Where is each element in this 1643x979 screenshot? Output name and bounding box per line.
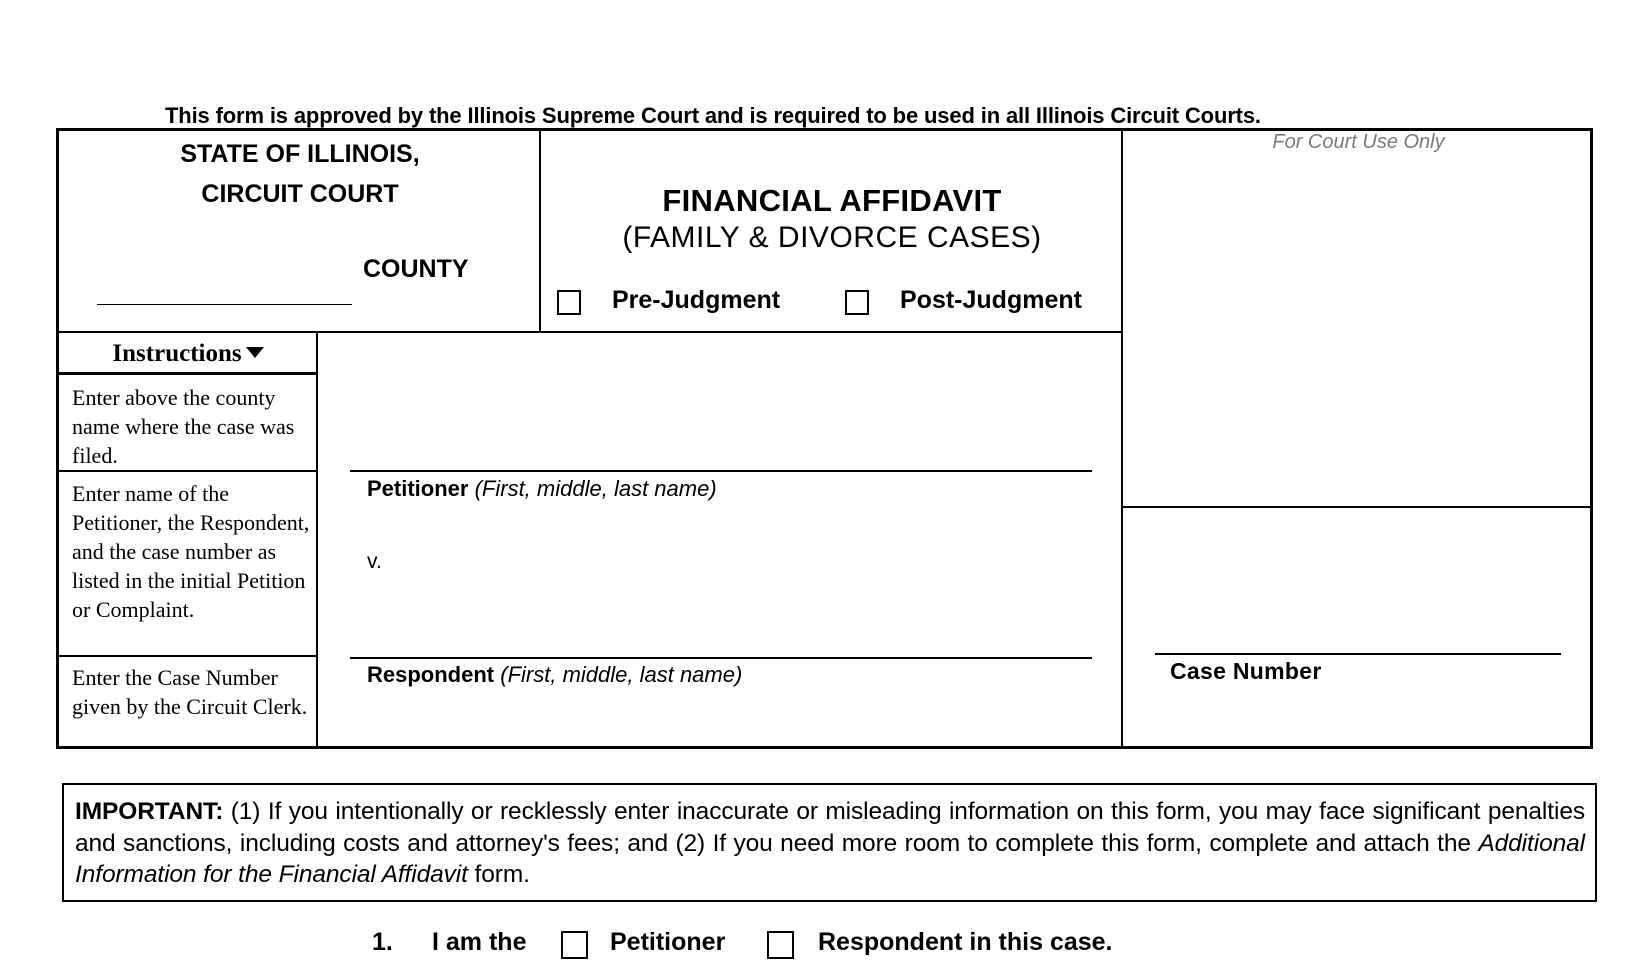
important-notice (62, 783, 1597, 902)
question-1-number: 1. (372, 928, 393, 956)
versus-label: v. (367, 550, 382, 573)
pre-judgment-label: Pre-Judgment (612, 286, 781, 314)
court-use-only-label: For Court Use Only (1272, 131, 1445, 153)
state-label: STATE OF ILLINOIS, (180, 140, 420, 168)
case-number-underline (1155, 653, 1561, 655)
important-text-end: form. (467, 861, 530, 888)
petitioner-role-checkbox[interactable] (561, 931, 588, 959)
petitioner-hint: (First, middle, last name) (474, 476, 717, 501)
instructions-header-underline (58, 372, 317, 375)
post-judgment-checkbox[interactable] (845, 290, 869, 315)
important-lead: IMPORTANT: (75, 798, 224, 825)
instructions-header (59, 340, 317, 368)
additional-info-form-name: Additional Information for the Financial Affidavit (75, 829, 1585, 888)
petitioner-label-text: Petitioner (367, 476, 469, 501)
petitioner-role-label: Petitioner (610, 928, 726, 956)
county-name-input[interactable] (97, 280, 352, 305)
instruction-case-number: Enter the Case Number given by the Circuit Clerk. (72, 665, 308, 719)
respondent-label (367, 662, 742, 688)
case-number-input[interactable] (1155, 616, 1565, 652)
divider-instructions (316, 332, 318, 749)
form-title: FINANCIAL AFFIDAVIT (662, 183, 1002, 218)
case-number-label: Case Number (1170, 658, 1322, 684)
instructions-divider-2 (58, 655, 317, 657)
post-judgment-label: Post-Judgment (900, 286, 1082, 314)
triangle-down-icon (246, 347, 264, 358)
court-use-divider (1122, 506, 1592, 508)
respondent-label-text: Respondent (367, 662, 495, 687)
respondent-underline (350, 657, 1092, 659)
petitioner-label (367, 476, 717, 502)
instruction-county: Enter above the county name where the case was filed. (72, 385, 295, 468)
divider-header-body (58, 331, 1122, 333)
instruction-parties: Enter name of the Petitioner, the Respondent, and the case number as listed in the initial Petition or Complaint. (72, 481, 310, 622)
respondent-hint: (First, middle, last name) (500, 662, 743, 687)
question-1-text: I am the (432, 928, 527, 956)
petitioner-underline (350, 470, 1092, 472)
form-subtitle: (FAMILY & DIVORCE CASES) (622, 221, 1042, 254)
respondent-role-label: Respondent in this case. (818, 928, 1113, 956)
instructions-header-label: Instructions (112, 340, 242, 367)
circuit-court-label: CIRCUIT COURT (201, 180, 399, 208)
respondent-name-input[interactable] (350, 623, 1096, 659)
pre-judgment-checkbox[interactable] (557, 290, 581, 315)
important-text: (1) If you intentionally or recklessly enter inaccurate or misleading information on this form, you may face significant penalties and sanctions, including costs and attorney's fees; and (2) If you need more room to complete this form, complete and attach the (75, 798, 1585, 857)
instructions-divider-1 (58, 470, 317, 472)
petitioner-name-input[interactable] (350, 436, 1096, 472)
respondent-role-checkbox[interactable] (767, 931, 794, 959)
approval-notice: This form is approved by the Illinois Supreme Court and is required to be used in all Illinois Circuit Courts. (165, 103, 1261, 128)
county-label: COUNTY (363, 255, 469, 283)
